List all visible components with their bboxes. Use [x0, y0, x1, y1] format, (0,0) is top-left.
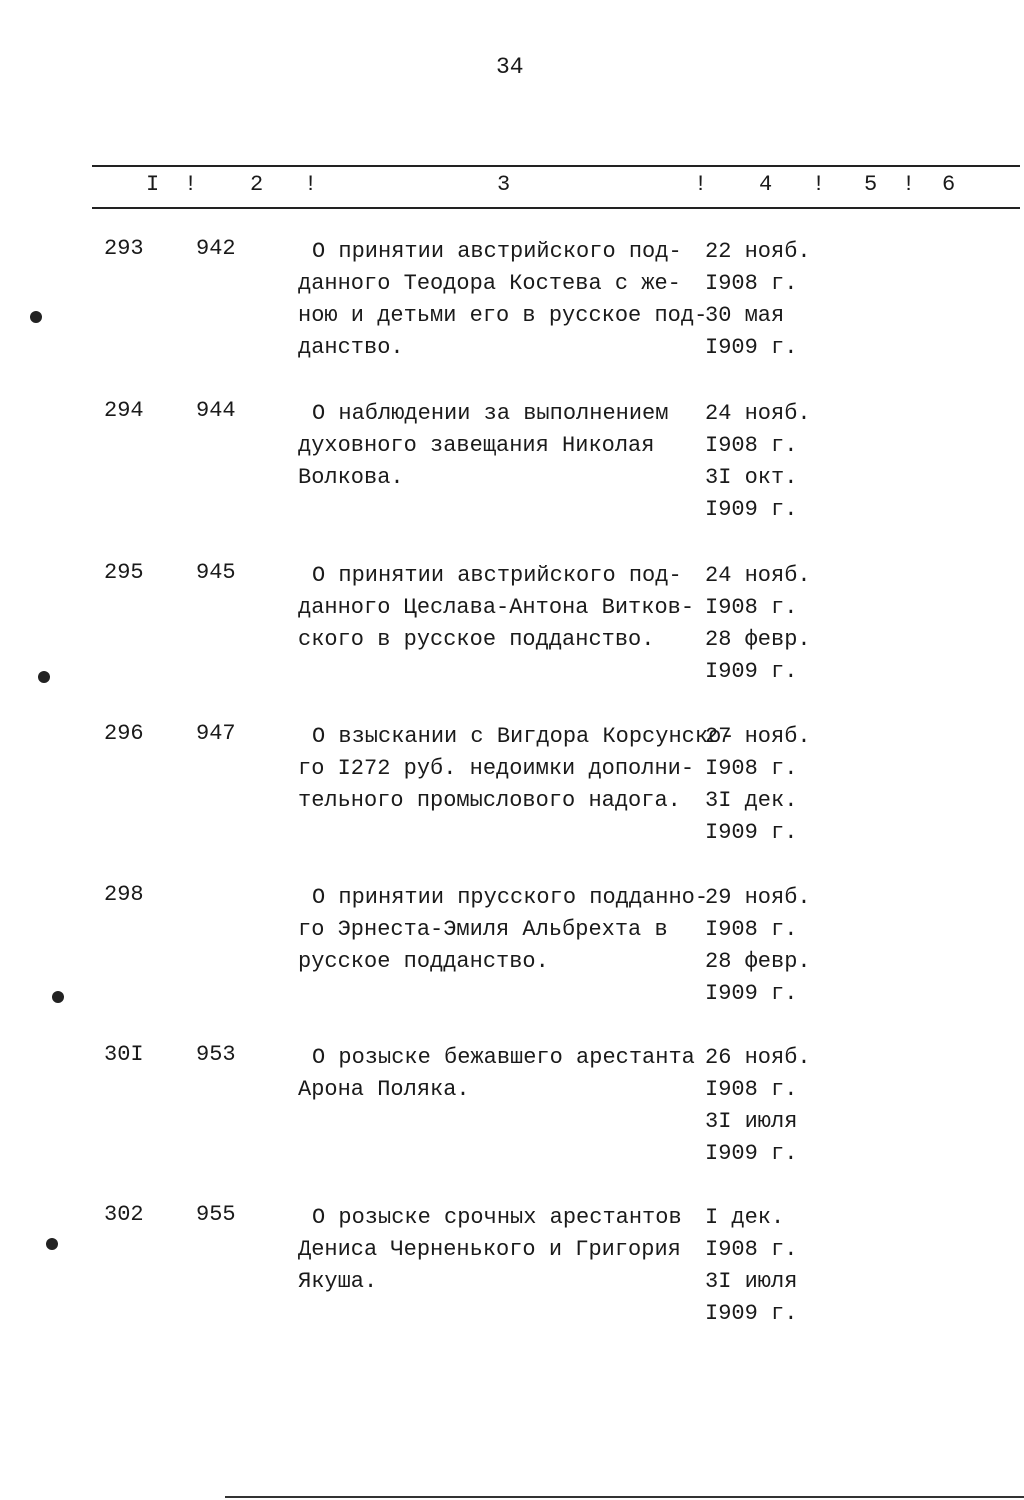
file-number: 942 [196, 236, 236, 261]
table-row [0, 398, 1024, 538]
title-line: Якуша. [298, 1269, 378, 1294]
file-title [298, 398, 668, 494]
title-line: го I272 руб. недоимки дополни- [298, 756, 695, 781]
date-line: 24 нояб. [705, 563, 811, 588]
binding-hole-mark [46, 1238, 58, 1250]
date-line: 3I окт. [705, 465, 798, 490]
file-number: 953 [196, 1042, 236, 1067]
header-col-5: 5 [864, 172, 878, 197]
row-number: 296 [104, 721, 144, 746]
file-dates [705, 1202, 797, 1330]
file-title [298, 721, 734, 817]
date-line: 27 нояб. [705, 724, 811, 749]
file-title [298, 882, 708, 978]
date-line: 28 февр. [705, 627, 811, 652]
file-dates [705, 236, 811, 364]
file-title [298, 1042, 695, 1106]
binding-hole-mark [38, 671, 50, 683]
file-number: 955 [196, 1202, 236, 1227]
file-title [298, 560, 694, 656]
file-dates [705, 1042, 811, 1170]
header-separator: ! [902, 172, 916, 197]
title-line: О принятии австрийского под- [312, 239, 682, 264]
file-number: 947 [196, 721, 236, 746]
header-separator: ! [812, 172, 826, 197]
title-line: ского в русское подданство. [298, 627, 655, 652]
date-line: 28 февр. [705, 949, 811, 974]
date-line: I909 г. [705, 497, 798, 522]
date-line: I909 г. [705, 820, 798, 845]
title-line: О принятии австрийского под- [312, 563, 682, 588]
file-number: 945 [196, 560, 236, 585]
row-number: 293 [104, 236, 144, 261]
date-line: I908 г. [705, 756, 798, 781]
file-dates [705, 398, 811, 526]
file-dates [705, 721, 811, 849]
table-row [0, 721, 1024, 861]
date-line: 24 нояб. [705, 401, 811, 426]
date-line: I дек. [705, 1205, 785, 1230]
file-title [298, 236, 707, 364]
file-dates [705, 560, 811, 688]
title-line: тельного промыслового надога. [298, 788, 681, 813]
date-line: 22 нояб. [705, 239, 811, 264]
binding-hole-mark [52, 991, 64, 1003]
row-number: 30I [104, 1042, 144, 1067]
row-number: 295 [104, 560, 144, 585]
table-row [0, 1042, 1024, 1182]
title-line: ною и детьми его в русское под- [298, 303, 708, 328]
date-line: I908 г. [705, 595, 798, 620]
date-line: I909 г. [705, 335, 798, 360]
date-line: I908 г. [705, 1077, 798, 1102]
header-col-1: I [146, 172, 160, 197]
title-line: О наблюдении за выполнением [312, 401, 669, 426]
title-line: О взыскании с Вигдора Корсунско- [312, 724, 735, 749]
date-line: I908 г. [705, 271, 798, 296]
header-separator: ! [304, 172, 318, 197]
row-number: 294 [104, 398, 144, 423]
date-line: I909 г. [705, 659, 798, 684]
date-line: 3I июля [705, 1269, 798, 1294]
date-line: I908 г. [705, 1237, 798, 1262]
date-line: 26 нояб. [705, 1045, 811, 1070]
file-title [298, 1202, 682, 1298]
title-line: О розыске срочных арестантов [312, 1205, 682, 1230]
date-line: 30 мая [705, 303, 785, 328]
row-number: 298 [104, 882, 144, 907]
date-line: 3I июля [705, 1109, 798, 1134]
table-row [0, 1202, 1024, 1342]
row-number: 302 [104, 1202, 144, 1227]
header-col-6: 6 [942, 172, 956, 197]
title-line: Волкова. [298, 465, 404, 490]
header-separator: ! [184, 172, 198, 197]
header-col-4: 4 [759, 172, 773, 197]
title-line: русское подданство. [298, 949, 549, 974]
title-line: данного Теодора Костева с же- [298, 271, 681, 296]
header-col-3: 3 [497, 172, 511, 197]
title-line: О принятии прусского подданно- [312, 885, 709, 910]
file-dates [705, 882, 811, 1010]
title-line: Арона Поляка. [298, 1077, 470, 1102]
date-line: I909 г. [705, 1301, 798, 1326]
title-line: данного Цеслава-Антона Витков- [298, 595, 695, 620]
header-separator: ! [694, 172, 708, 197]
header-col-2: 2 [250, 172, 264, 197]
title-line: данство. [298, 335, 404, 360]
date-line: I909 г. [705, 981, 798, 1006]
date-line: I908 г. [705, 917, 798, 942]
title-line: го Эрнеста-Эмиля Альбрехта в [298, 917, 668, 942]
date-line: I908 г. [705, 433, 798, 458]
bottom-edge-line [225, 1496, 1024, 1498]
file-number: 944 [196, 398, 236, 423]
header-bottom-rule [92, 207, 1020, 209]
date-line: 29 нояб. [705, 885, 811, 910]
table-row [0, 560, 1024, 700]
binding-hole-mark [30, 311, 42, 323]
header-top-rule [92, 165, 1020, 167]
title-line: Дениса Черненького и Григория [298, 1237, 681, 1262]
date-line: I909 г. [705, 1141, 798, 1166]
page-number: 34 [496, 54, 524, 80]
table-row [0, 882, 1024, 1022]
table-row [0, 236, 1024, 376]
date-line: 3I дек. [705, 788, 798, 813]
title-line: духовного завещания Николая [298, 433, 655, 458]
title-line: О розыске бежавшего арестанта [312, 1045, 695, 1070]
